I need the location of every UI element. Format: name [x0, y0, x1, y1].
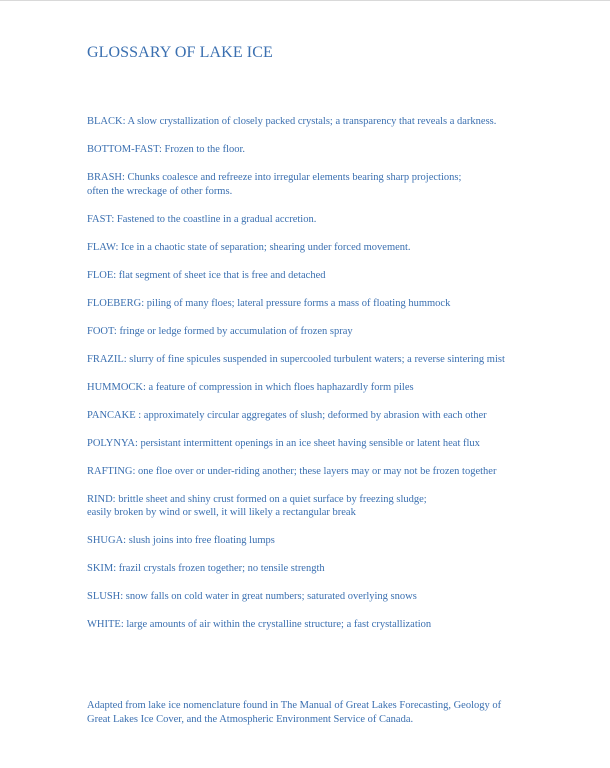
glossary-list — [87, 115, 587, 646]
glossary-entry-skim: SKIM: frazil crystals frozen together; no tensile strength — [87, 563, 325, 574]
glossary-entry-bottom-fast: BOTTOM-FAST: Frozen to the floor. — [87, 144, 246, 155]
glossary-entry-foot: FOOT: fringe or ledge formed by accumulation of frozen spray — [87, 325, 353, 337]
glossary-entry-hummock: HUMMOCK: a feature of compression in which floes haphazardly form piles — [87, 381, 414, 393]
page-top-edge — [0, 0, 610, 1]
glossary-entry-flaw: FLAW: Ice in a chaotic state of separation; shearing under forced movement. — [87, 241, 411, 253]
glossary-entry-white: WHITE: large amounts of air within the crystalline structure; a fast crystallization — [87, 619, 432, 630]
glossary-entry-polynya: POLYNYA: persistant intermittent openings in an ice sheet having sensible or latent heat flux — [87, 437, 480, 449]
glossary-entry-fast: FAST: Fastened to the coastline in a gradual accretion. — [87, 213, 317, 225]
page-title: GLOSSARY OF LAKE ICE — [87, 44, 273, 61]
glossary-entry-slush: SLUSH: snow falls on cold water in great numbers; saturated overlying snows — [87, 591, 417, 602]
glossary-entry-rafting: RAFTING: one floe over or under-riding another; these layers may or may not be frozen together — [87, 465, 497, 477]
glossary-entry-frazil: FRAZIL: slurry of fine spicules suspended in supercooled turbulent waters; a reverse sintering mist — [87, 353, 505, 365]
glossary-entry-black: BLACK: A slow crystallization of closely packed crystals; a transparency that reveals a darkness. — [87, 116, 497, 127]
glossary-entry-shuga: SHUGA: slush joins into free floating lumps — [87, 535, 275, 546]
glossary-entry-floe: FLOE: flat segment of sheet ice that is free and detached — [87, 269, 326, 281]
glossary-entry-pancake: PANCAKE : approximately circular aggregates of slush; deformed by abrasion with each other — [87, 409, 487, 421]
glossary-entry-brash: BRASH: Chunks coalesce and refreeze into irregular elements bearing sharp projections; often the wreckage of other forms. — [87, 172, 462, 197]
glossary-entry-rind: RIND: brittle sheet and shiny crust formed on a quiet surface by freezing sludge; easily broken by wind or swell, it will likely a rectangular break — [87, 493, 427, 518]
source-note: Adapted from lake ice nomenclature found in The Manual of Great Lakes Forecasting, Geology of Great Lakes Ice Cover, and the Atmospheric Environment Service of Canada. — [87, 700, 502, 725]
glossary-entry-floeberg: FLOEBERG: piling of many floes; lateral pressure forms a mass of floating hummock — [87, 297, 451, 309]
